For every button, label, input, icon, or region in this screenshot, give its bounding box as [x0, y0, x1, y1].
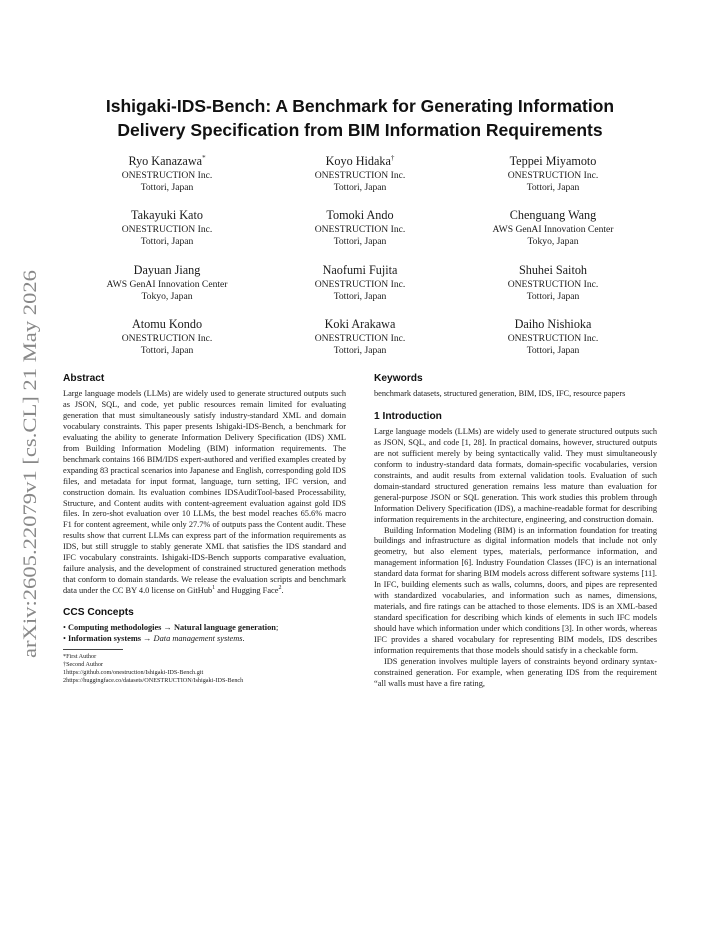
author-block — [453, 207, 653, 249]
author-location: Tottori, Japan — [526, 291, 580, 303]
author-name: Koki Arakawa — [324, 317, 396, 331]
author-location: Tottori, Japan — [333, 236, 387, 248]
intro-paragraph-3: IDS generation involves multiple layers of constraints beyond ordinary syntax-constrained generation. For example, when generating IDS from the requirement “all walls must have a fire rating, — [374, 656, 657, 688]
author-block — [67, 207, 267, 249]
author-name: Shuhei Saitoh — [518, 263, 588, 277]
keywords-heading: Keywords — [374, 373, 423, 384]
abstract-heading: Abstract — [63, 373, 105, 384]
author-affiliation: ONESTRUCTION Inc. — [121, 224, 213, 235]
ccs-heading: CCS Concepts — [63, 607, 134, 619]
author-affiliation: ONESTRUCTION Inc. — [314, 279, 406, 290]
author-block — [67, 262, 267, 304]
author-affiliation: ONESTRUCTION Inc. — [314, 333, 406, 344]
author-affiliation: ONESTRUCTION Inc. — [507, 170, 599, 181]
author-location: Tokyo, Japan — [141, 291, 193, 303]
author-affiliation: ONESTRUCTION Inc. — [121, 333, 213, 344]
ccs-item: • Computing methodologies → Natural language generation; — [63, 623, 279, 633]
title-line-1: Ishigaki-IDS-Bench: A Benchmark for Generating Information — [105, 96, 615, 116]
footnote: 1https://github.com/onestruction/Ishigaki-IDS-Bench.git — [63, 669, 204, 677]
author-block — [260, 207, 460, 249]
author-affiliation: ONESTRUCTION Inc. — [314, 224, 406, 235]
author-name: Koyo Hidaka† — [325, 153, 395, 168]
footnote-marker: 2 — [278, 585, 282, 592]
author-name: Atomu Kondo — [131, 317, 203, 331]
author-affiliation: ONESTRUCTION Inc. — [507, 279, 599, 290]
author-affiliation: AWS GenAI Innovation Center — [106, 279, 228, 290]
footnote: †Second Author — [63, 661, 104, 669]
arxiv-sidebar — [20, 258, 42, 658]
author-name: Daiho Nishioka — [514, 317, 592, 331]
paper-title — [60, 94, 660, 142]
author-name: Chenguang Wang — [509, 208, 597, 222]
author-block — [453, 316, 653, 358]
author-location: Tokyo, Japan — [527, 236, 579, 248]
intro-paragraph-2: Building Information Modeling (BIM) is an information foundation for treating buildings and infrastructure as digital information models that include not only geometry, but also element types, materials, performance information, and management information [6]. Industry Foundation Classes (IFC) is an international standard data format for sharing BIM models across different software systems [11]. In IFC, building elements such as walls, columns, doors, and pipes are represented with standardized vocabularies, and information such as names, dimensions, materials, and fire ratings can be attached to those elements. IDS is an XML-based standard specification for describing which kinds of elements in such IFC models should have which information under which conditions [3]. In other words, whereas IFC provides a shared vocabulary for representing BIM models, IDS describes information requirements that those models should satisfy in a checkable form. — [374, 525, 657, 656]
author-name: Naofumi Fujita — [322, 263, 398, 277]
author-name: Teppei Miyamoto — [509, 154, 597, 168]
author-block — [453, 262, 653, 304]
author-affiliation: ONESTRUCTION Inc. — [314, 170, 406, 181]
author-affiliation: ONESTRUCTION Inc. — [507, 333, 599, 344]
footnotes — [63, 653, 346, 685]
author-location: Tottori, Japan — [333, 182, 387, 194]
footnote: *First Author — [63, 653, 97, 661]
footnote: 2https://huggingface.co/datasets/ONESTRUCTION/Ishigaki-IDS-Bench — [63, 677, 244, 685]
section-heading-introduction: 1 Introduction — [374, 410, 442, 422]
author-location: Tottori, Japan — [526, 182, 580, 194]
author-block — [67, 316, 267, 358]
author-name: Dayuan Jiang — [133, 263, 201, 277]
author-location: Tottori, Japan — [140, 236, 194, 248]
author-name: Ryo Kanazawa* — [128, 153, 206, 168]
keywords-body: benchmark datasets, structured generation, BIM, IDS, IFC, resource papers — [374, 389, 626, 398]
ccs-concepts — [63, 606, 346, 645]
abstract-body: Large language models (LLMs) are widely used to generate structured outputs such as JSON, SQL, and code, yet public resources remain limited for evaluating generation that must simultaneously satisfy industry-standard XML and domain vocabulary constraints. This paper presents Ishigaki-IDS-Bench, a benchmark for evaluating the ability to generate Information Delivery Specification (IDS) XML from Building Information Modeling (BIM) information requirements. The benchmark contains 166 BIM/IDS expert-authored and verified examples created by expanding 83 practical scenarios into Japanese and English, corresponding gold IDS files, and metadata for input format, language, turn setting, IFC version, and construction domain. Its evaluation combines IDSAuditTool-based Processability, Structure, and Content audits with content-agreement evaluation against gold IDS files. In zero-shot evaluation over 10 LLMs, the best model reaches 65.6% macro F1 for content agreement, while only 27.7% of outputs pass the Content audit. These results show that current LLMs can express part of the information requirements as IDS, but still struggle to stably generate XML that satisfies the IDS standard and IFC vocabulary constraints. Ishigaki-IDS-Bench supports comparative evaluation, failure analysis, and the development of constrained structured generation methods that conform to domain standards. We release the evaluation scripts and benchmark data under the CC BY 4.0 license on GitHub$^1$ and Hugging Face$^2$. — [63, 389, 347, 596]
right-column — [374, 372, 657, 690]
author-location: Tottori, Japan — [526, 345, 580, 357]
author-location: Tottori, Japan — [333, 345, 387, 357]
author-block — [67, 153, 267, 195]
author-affiliation: ONESTRUCTION Inc. — [121, 170, 213, 181]
author-location: Tottori, Japan — [333, 291, 387, 303]
author-location: Tottori, Japan — [140, 345, 194, 357]
arxiv-identifier: arXiv:2605.22079v1 [cs.CL] 21 May 2026 — [20, 331, 41, 658]
author-affiliation: AWS GenAI Innovation Center — [492, 224, 614, 235]
author-name: Tomoki Ando — [326, 208, 394, 222]
title-line-2: Delivery Specification from BIM Information Requirements — [117, 120, 603, 140]
author-block — [453, 153, 653, 195]
author-location: Tottori, Japan — [140, 182, 194, 194]
ccs-item: • Information systems → Data management systems. — [63, 634, 245, 644]
author-name: Takayuki Kato — [131, 208, 203, 222]
intro-paragraph-1: Large language models (LLMs) are widely used to generate structured outputs such as JSON, SQL, and code [1, 28]. In practical domains, however, structured outputs are not sufficient merely by being syntactically valid. They must simultaneously conform to industry-standard data formats, domain-specific vocabularies, version constraints, and audit results from external validation tools. Evaluation of such domain-standard structured generation remains less mature than evaluation for general-purpose JSON or SQL generation. This work studies this problem through Information Delivery Specification (IDS), a machine-readable format for describing information requirements in the architecture, engineering, and construction domain. — [374, 426, 657, 524]
author-block — [260, 316, 460, 358]
footnote-marker: 1 — [212, 585, 216, 592]
author-block — [260, 153, 460, 195]
author-block — [260, 262, 460, 304]
left-column — [63, 372, 346, 685]
